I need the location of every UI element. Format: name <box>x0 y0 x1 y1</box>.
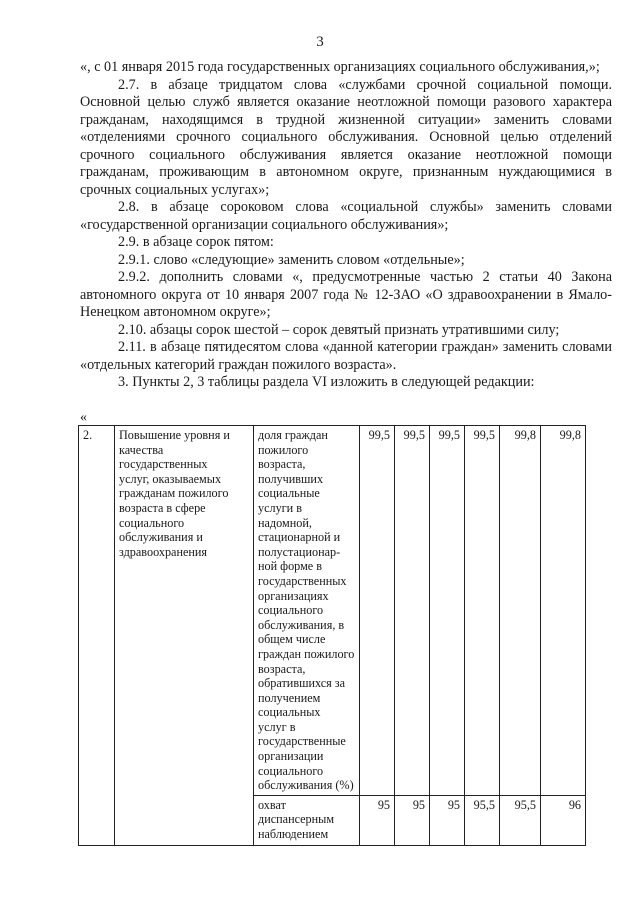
indicator-line: услуги в <box>258 500 303 515</box>
paragraph: 2.9. в абзаце сорок пятом: <box>118 234 274 250</box>
paragraph: 2.11. в абзаце пятидесятом слова «данной категории граждан» заменить словами «отдельных категорий граждан пожилого возраста». <box>80 339 612 373</box>
table-row <box>79 426 586 796</box>
paragraph: 2.9.2. дополнить словами «, предусмотренные частью 2 статьи 40 Закона автономного округа от 10 января 2007 года № 12-ЗАО «О здравоохранении в Ямало-Ненецком автономном округе»; <box>80 269 612 320</box>
value-cell: 99,5 <box>360 426 395 796</box>
paragraph: 2.10. абзацы сорок шестой – сорок девятый признать утратившими силу; <box>118 321 560 338</box>
indicator-line: диспансерным <box>258 812 335 827</box>
indicator-line: полустационар- <box>258 544 341 559</box>
goal-line: государственных <box>119 457 208 472</box>
value-cell: 99,8 <box>541 426 586 796</box>
paragraph: 2.9.1. слово «следующие» заменить словом «отдельные»; <box>118 251 465 268</box>
indicator-line: граждан пожилого <box>258 646 355 661</box>
value-cell: 95 <box>360 795 395 845</box>
goal-line: качества <box>119 442 164 457</box>
value-cell: 99,5 <box>395 426 430 796</box>
goal-line: социального <box>119 515 185 530</box>
indicator-line: надомной, <box>258 515 312 530</box>
indicator-line: возраста, <box>258 457 306 472</box>
indicator-line: доля граждан <box>258 428 328 442</box>
goal-line: услуг, оказываемых <box>119 471 222 486</box>
indicators-table <box>78 425 586 846</box>
value-cell: 95 <box>430 795 465 845</box>
indicator-line: получением <box>258 690 321 705</box>
value-cell: 95,5 <box>500 795 541 845</box>
indicator-line: ной форме в <box>258 559 323 574</box>
indicator-line: социальные <box>258 486 320 501</box>
page-number: 3 <box>316 34 324 50</box>
opening-quote-mark: « <box>80 410 87 425</box>
indicator-line: охват <box>258 797 286 812</box>
body-text <box>80 59 612 392</box>
indicator-line: социального <box>258 603 324 618</box>
indicator-line: обратившихся за <box>258 676 346 691</box>
value-cell: 95,5 <box>465 795 500 845</box>
indicator-line: стационарной и <box>258 530 341 545</box>
value-cell: 99,8 <box>500 426 541 796</box>
indicator-line: организации <box>258 749 324 764</box>
paragraph: 3. Пункты 2, 3 таблицы раздела VI изложить в следующей редакции: <box>118 374 535 390</box>
goal-line: возраста в сфере <box>119 500 206 515</box>
indicator-line: обслуживания, в <box>258 617 345 632</box>
indicator-line: услуг в <box>258 719 296 734</box>
goal-line: здравоохранения <box>119 544 208 559</box>
indicator-line: пожилого <box>258 442 309 457</box>
paragraph: 2.7. в абзаце тридцатом слова «службами срочной социальной помощи. Основной целью служб является оказание неотложной помощи разового характера гражданам, находящимся в трудной жизненной ситуации» заменить словами «отделениями срочного социального обслуживания. Основной целью отделений срочного социального обслуживания является оказание неотложной помощи гражданам, проживающим в автономном округе, признанным нуждающимися в срочных социальных услугах»; <box>80 76 612 198</box>
indicator-line: обслуживания (%) <box>258 778 354 793</box>
goal-line: гражданам пожилого <box>119 486 229 501</box>
value-cell: 96 <box>541 795 586 845</box>
paragraph: 2.8. в абзаце сороковом слова «социальной службы» заменить словами «государственной организации социального обслуживания»; <box>80 199 612 233</box>
indicator-line: социальных <box>258 705 321 720</box>
goal-description-cell <box>115 426 254 846</box>
goal-line: обслуживания и <box>119 530 203 545</box>
value-cell: 95 <box>395 795 430 845</box>
indicator-line: возраста, <box>258 661 306 676</box>
indicator-line: получивших <box>258 471 324 486</box>
row-number: 2. <box>83 428 93 442</box>
indicator-line: общем числе <box>258 632 326 647</box>
goal-line: Повышение уровня и <box>119 428 230 442</box>
indicator-cell <box>254 426 360 796</box>
value-cell: 99,5 <box>465 426 500 796</box>
indicator-line: наблюдением <box>258 827 329 842</box>
indicator-line: социального <box>258 763 324 778</box>
value-cell: 99,5 <box>430 426 465 796</box>
indicator-line: государственных <box>258 573 347 588</box>
indicator-line: организациях <box>258 588 329 603</box>
indicator-cell <box>254 795 360 845</box>
paragraph: «, с 01 января 2015 года государственных организациях социального обслуживания,»; <box>80 59 600 75</box>
row-number-cell <box>79 426 115 846</box>
indicator-line: государственные <box>258 734 346 749</box>
